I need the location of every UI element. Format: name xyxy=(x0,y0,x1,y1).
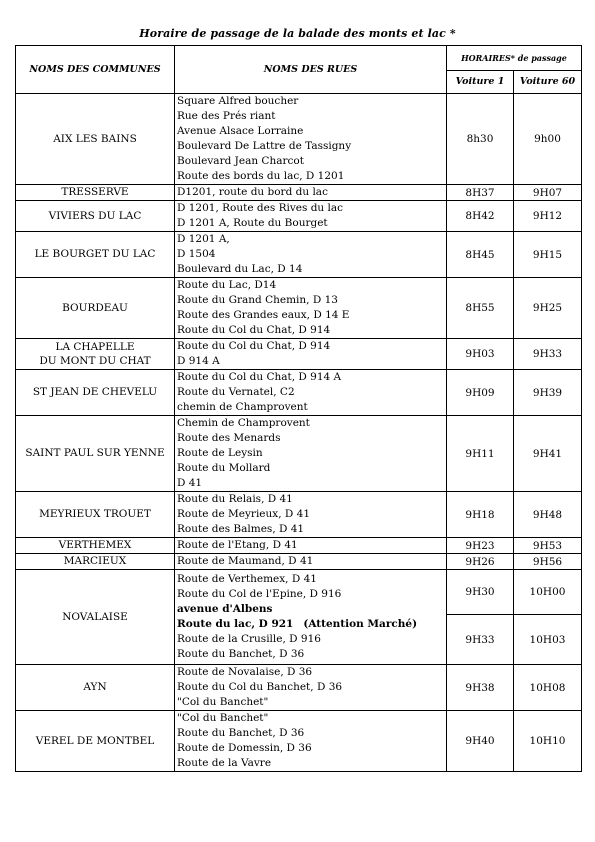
commune-cell xyxy=(16,416,175,492)
street-line: Route des Grandes eaux, D 14 E xyxy=(177,309,350,321)
street-line: Route de Leysin xyxy=(177,447,263,459)
commune-name: VERTHEMEX xyxy=(58,539,132,552)
street-line: chemin de Champrovent xyxy=(177,401,308,413)
streets-cell xyxy=(175,201,447,232)
commune-cell xyxy=(16,665,175,711)
commune-name: AYN xyxy=(83,681,107,694)
time-voiture-60: 10H03 xyxy=(514,615,582,665)
time-voiture-1: 9H40 xyxy=(447,711,514,772)
street-line: D 1201 A, Route du Bourget xyxy=(177,217,328,229)
street-line: Route des Balmes, D 41 xyxy=(177,523,305,535)
street-line: Route de Maumand, D 41 xyxy=(177,555,314,567)
time-voiture-60: 9H48 xyxy=(514,492,582,538)
commune-name: LA CHAPELLE xyxy=(55,340,135,353)
street-line: Square Alfred boucher xyxy=(177,95,299,107)
street-line: Route de la Crusille, D 916 xyxy=(177,633,321,645)
commune-cell xyxy=(16,339,175,370)
commune-cell xyxy=(16,492,175,538)
table-row xyxy=(16,370,582,416)
time-voiture-1: 9H09 xyxy=(447,370,514,416)
street-line: Route de Meyrieux, D 41 xyxy=(177,508,310,520)
street-line: Rue des Prés riant xyxy=(177,110,276,122)
commune-name: AIX LES BAINS xyxy=(53,132,137,145)
streets-cell xyxy=(175,570,447,665)
street-line: "Col du Banchet" xyxy=(177,712,269,724)
commune-cell xyxy=(16,278,175,339)
time-voiture-1: 9H26 xyxy=(447,554,514,570)
table-row xyxy=(16,278,582,339)
schedule-table xyxy=(15,45,582,772)
commune-name: MEYRIEUX TROUET xyxy=(39,508,151,521)
street-line: Route du Mollard xyxy=(177,462,271,474)
street-line: Route des bords du lac, D 1201 xyxy=(177,170,345,182)
street-line: Route du Relais, D 41 xyxy=(177,493,293,505)
street-line: D 1201, Route des Rives du lac xyxy=(177,202,344,214)
commune-name: VIVIERS DU LAC xyxy=(48,209,142,222)
street-line: Boulevard du Lac, D 14 xyxy=(177,263,303,275)
time-voiture-1: 9H18 xyxy=(447,492,514,538)
street-line: Route du Banchet, D 36 xyxy=(177,648,305,660)
commune-cell xyxy=(16,538,175,554)
time-voiture-60: 9h00 xyxy=(514,94,582,185)
time-voiture-60: 10H08 xyxy=(514,665,582,711)
header-communes: NOMS DES COMMUNES xyxy=(16,46,175,94)
commune-cell xyxy=(16,711,175,772)
street-line: Boulevard De Lattre de Tassigny xyxy=(177,140,352,152)
commune-cell xyxy=(16,201,175,232)
table-row xyxy=(16,711,582,772)
time-voiture-60: 10H00 xyxy=(514,570,582,615)
page-title: Horaire de passage de la balade des monts et lac * xyxy=(139,27,456,40)
streets-cell xyxy=(175,185,447,201)
street-line: Route de la Vavre xyxy=(177,757,272,769)
street-line: Route du Lac, D14 xyxy=(177,279,277,291)
street-note: (Attention Marché) xyxy=(303,618,418,630)
time-voiture-60: 9H15 xyxy=(514,232,582,278)
streets-cell xyxy=(175,554,447,570)
time-voiture-1: 9H30 xyxy=(447,570,514,615)
table-row xyxy=(16,185,582,201)
commune-name: MARCIEUX xyxy=(63,555,127,568)
time-voiture-1: 8h30 xyxy=(447,94,514,185)
streets-cell xyxy=(175,538,447,554)
street-line: Route du Col de l'Epine, D 916 xyxy=(177,588,342,600)
time-voiture-60: 9H53 xyxy=(514,538,582,554)
commune-name: SAINT PAUL SUR YENNE xyxy=(25,447,165,460)
street-line: D 1201 A, xyxy=(177,233,230,245)
street-line: Route du Grand Chemin, D 13 xyxy=(177,294,338,306)
commune-cell xyxy=(16,185,175,201)
street-line: Route de Verthemex, D 41 xyxy=(177,573,317,585)
table-row xyxy=(16,665,582,711)
commune-name: ST JEAN DE CHEVELU xyxy=(32,386,158,399)
street-line: Route du Col du Chat, D 914 xyxy=(177,324,331,336)
table-row xyxy=(16,492,582,538)
time-voiture-1: 8H55 xyxy=(447,278,514,339)
commune-cell xyxy=(16,554,175,570)
time-voiture-60: 9H33 xyxy=(514,339,582,370)
commune-name: TRESSERVE xyxy=(61,186,129,199)
time-voiture-60: 9H25 xyxy=(514,278,582,339)
table-row xyxy=(16,232,582,278)
street-line: "Col du Banchet" xyxy=(177,696,269,708)
header-horaires: HORAIRES* de passage xyxy=(447,46,582,71)
header-rues: NOMS DES RUES xyxy=(175,46,447,94)
table-row xyxy=(16,94,582,185)
street-line: Route de Domessin, D 36 xyxy=(177,742,312,754)
commune-name: VEREL DE MONTBEL xyxy=(35,734,155,747)
table-row xyxy=(16,339,582,370)
street-line: D1201, route du bord du lac xyxy=(177,186,328,198)
street-line: Boulevard Jean Charcot xyxy=(177,155,304,167)
time-voiture-60: 9H39 xyxy=(514,370,582,416)
streets-cell xyxy=(175,711,447,772)
street-line: avenue d'Albens xyxy=(177,603,273,615)
streets-cell xyxy=(175,232,447,278)
street-line: D 914 A xyxy=(177,355,220,367)
street-line: Route de l'Etang, D 41 xyxy=(177,539,298,551)
street-line: Route de Novalaise, D 36 xyxy=(177,666,313,678)
streets-cell xyxy=(175,416,447,492)
street-line: Route du Banchet, D 36 xyxy=(177,727,305,739)
commune-cell xyxy=(16,94,175,185)
time-voiture-60: 9H56 xyxy=(514,554,582,570)
time-voiture-1: 8H37 xyxy=(447,185,514,201)
streets-cell xyxy=(175,278,447,339)
commune-name: LE BOURGET DU LAC xyxy=(34,248,156,261)
table-row xyxy=(16,554,582,570)
time-voiture-60: 9H07 xyxy=(514,185,582,201)
time-voiture-60: 9H12 xyxy=(514,201,582,232)
commune-cell xyxy=(16,232,175,278)
commune-cell xyxy=(16,370,175,416)
table-row xyxy=(16,570,582,615)
time-voiture-1: 8H45 xyxy=(447,232,514,278)
street-line: Route du Col du Banchet, D 36 xyxy=(177,681,343,693)
street-line: D 1504 xyxy=(177,248,216,260)
street-line: Avenue Alsace Lorraine xyxy=(177,125,304,137)
streets-cell xyxy=(175,492,447,538)
time-voiture-60: 9H41 xyxy=(514,416,582,492)
time-voiture-1: 9H23 xyxy=(447,538,514,554)
streets-cell xyxy=(175,339,447,370)
streets-cell xyxy=(175,94,447,185)
time-voiture-1: 9H38 xyxy=(447,665,514,711)
header-voiture-60: Voiture 60 xyxy=(514,71,582,94)
street-line: Route des Menards xyxy=(177,432,281,444)
commune-name: DU MONT DU CHAT xyxy=(39,355,151,367)
street-line: D 41 xyxy=(177,477,203,489)
time-voiture-1: 9H33 xyxy=(447,615,514,665)
street-line: Chemin de Champrovent xyxy=(177,417,310,429)
header-voiture-1: Voiture 1 xyxy=(447,71,514,94)
street-line: Route du Col du Chat, D 914 A xyxy=(177,371,342,383)
commune-name: BOURDEAU xyxy=(62,301,128,314)
commune-cell: NOVALAISE xyxy=(16,570,175,665)
time-voiture-1: 9H03 xyxy=(447,339,514,370)
street-line: Route du Col du Chat, D 914 xyxy=(177,340,331,352)
street-line: Route du lac, D 921 xyxy=(177,618,294,630)
time-voiture-60: 10H10 xyxy=(514,711,582,772)
street-line: Route du Vernatel, C2 xyxy=(177,386,295,398)
streets-cell xyxy=(175,665,447,711)
time-voiture-1: 8H42 xyxy=(447,201,514,232)
table-row xyxy=(16,538,582,554)
time-voiture-1: 9H11 xyxy=(447,416,514,492)
streets-cell xyxy=(175,370,447,416)
table-row xyxy=(16,416,582,492)
table-row xyxy=(16,201,582,232)
